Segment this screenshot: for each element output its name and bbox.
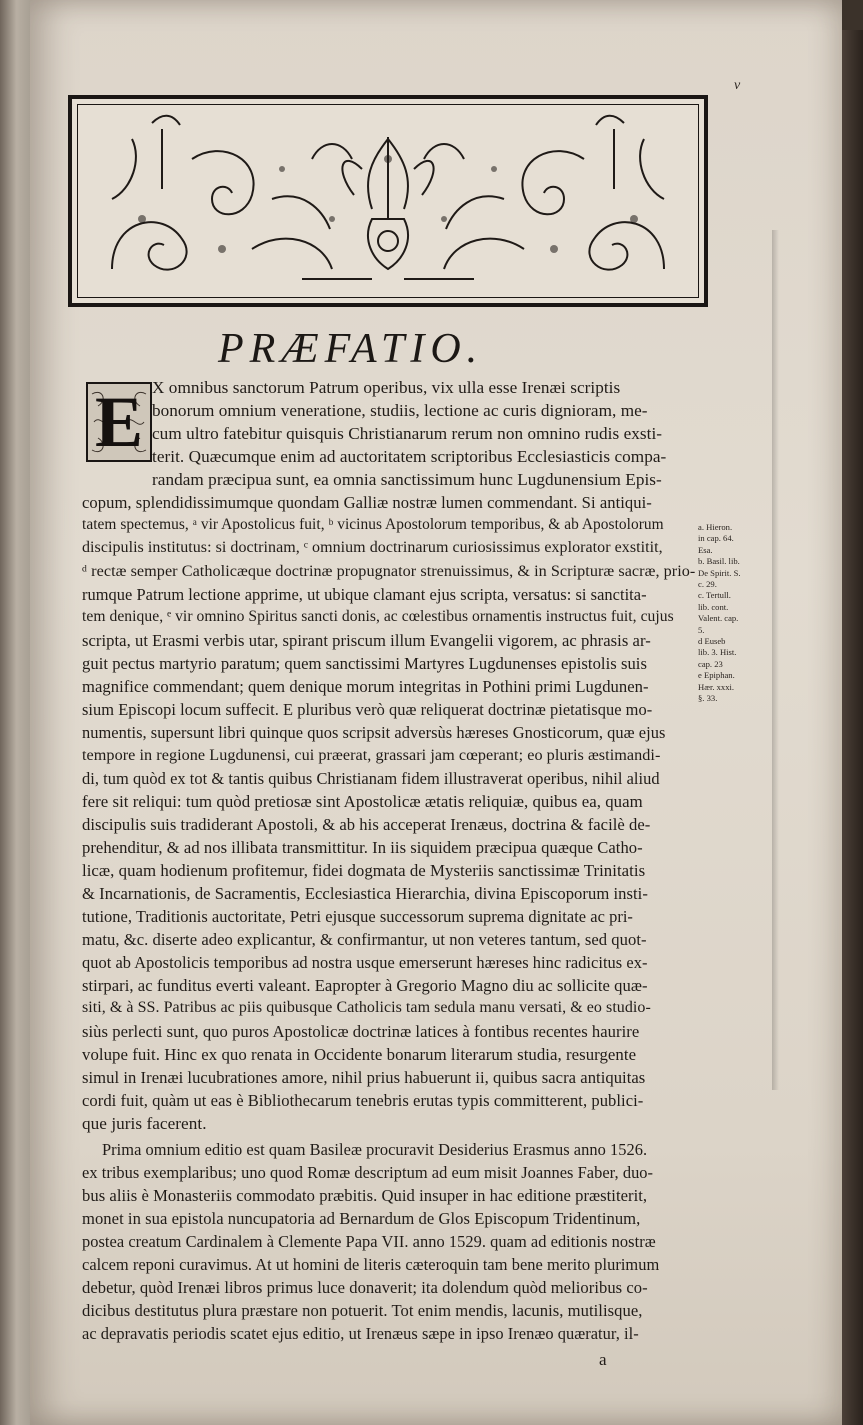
floral-ornament-icon — [72, 99, 704, 303]
text-line: stirpari, ac funditus everti valeant. Eapropter à Gregorio Magno diu ac sollicite quæ- — [82, 976, 648, 995]
text-line: numentis, supersunt libri quinque quos scripsit adversùs hæreses Gnosticorum, quæ ejus — [82, 723, 666, 742]
text-line: bonorum omnium veneratione, studiis, lectione ac curis dignioram, me- — [152, 401, 648, 420]
text-line: calcem reponi curavimus. At ut homini de literis cæteroquin tam bene merito plurimum — [82, 1255, 660, 1274]
text-line: cordi fuit, quàm ut eas è Bibliothecarum tenebris erutas typis committerent, publici- — [82, 1091, 644, 1110]
margin-note: lib. 3. Hist. — [698, 647, 737, 658]
page-edge-shadow — [842, 30, 863, 1425]
text-line: matu, &c. diserte adeo explicantur, & confirmantur, ut non veteres tantum, sed quot- — [82, 930, 647, 949]
text-line: di, tum quòd ex tot & tantis quibus Christianam fidem illustraverat operibus, nihil aliud — [82, 769, 660, 788]
page-title: PRÆFATIO. — [218, 326, 484, 372]
signature-mark: a — [599, 1350, 607, 1369]
book-page — [30, 0, 842, 1425]
text-line: randam præcipua sunt, ea omnia sanctissimum hunc Lugdunensium Epis- — [152, 470, 662, 489]
text-line: scripta, ut Erasmi verbis utar, spirant priscum illum Evangelii vigorem, ac phrasis ar- — [82, 631, 651, 650]
text-line: X omnibus sanctorum Patrum operibus, vix ulla esse Irenæi scriptis — [152, 378, 621, 397]
margin-notes — [698, 522, 773, 705]
margin-note: 5. — [698, 624, 705, 635]
margin-note: a. Hieron. — [698, 522, 733, 532]
margin-note: Esa. — [698, 544, 713, 555]
text-line: terit. Quæcumque enim ad auctoritatem scriptoribus Ecclesiasticis compa- — [152, 447, 667, 466]
margin-note: Valent. cap. — [698, 613, 739, 624]
text-line: Prima omnium editio est quam Basileæ procuravit Desiderius Erasmus anno 1526. — [102, 1140, 648, 1159]
margin-note: c. 29. — [698, 579, 717, 590]
page-number: v — [734, 78, 741, 93]
text-line: ex tribus exemplaribus; uno quod Romæ descriptum ad eum misit Joannes Faber, duo- — [82, 1163, 654, 1182]
text-line: debetur, quòd Irenæi libros primus luce donaverit; ita dolendum quòd melioribus co- — [82, 1278, 648, 1297]
text-line: tatem spectemus, ᵃ vir Apostolicus fuit, ᵇ vicinus Apostolorum temporibus, & ab Apostolorum — [82, 516, 664, 533]
text-line: prehenditur, & ad nos illibata transmittitur. In iis siquidem præcipua quæque Catho- — [82, 838, 643, 857]
margin-note: b. Basil. lib. — [698, 556, 740, 567]
text-line: cum ultro fatebitur quisquis Christianarum rerum non omnino rudis exsti- — [152, 424, 663, 443]
text-line: dicibus destitutus plura præstare non potuerit. Tot enim mendis, lacunis, mutilisque, — [82, 1301, 643, 1320]
margin-note: d Euseb — [698, 636, 726, 647]
margin-note: c. Tertull. — [698, 590, 731, 601]
text-line: tempore in regione Lugdunensi, cui præerat, grassari jam cœperant; eo pluris æstimandi- — [82, 746, 661, 764]
page-fold-shadow — [772, 230, 779, 1090]
text-line: quot ab Apostolicis temporibus ad nostra usque emerserunt hæreses hinc radicitus ex- — [82, 953, 648, 972]
book-spine — [0, 0, 30, 1425]
text-line: licæ, quam hodienum profitemur, fidei dogmata de Mysteriis sanctissimæ Trinitatis — [82, 861, 646, 880]
text-line: que juris facerent. — [82, 1114, 207, 1133]
text-line: ᵈ rectæ semper Catholicæque doctrinæ propugnator strenuissimus, & in Scripturæ sacræ, prio- — [82, 562, 696, 580]
margin-note: lib. cont. — [698, 601, 729, 612]
initial-letter: E — [94, 382, 144, 462]
ornamental-headpiece — [68, 95, 708, 307]
text-line: discipulis institutus: si doctrinam, ᶜ omnium doctrinarum curiosissimus explorator exstitit, — [82, 539, 663, 556]
text-line: siti, & à SS. Patribus ac piis quibusque Catholicis tam sedula manu versati, & eo studio- — [82, 999, 651, 1016]
text-line: discipulis suis tradiderant Apostoli, & ab his acceperat Irenæus, doctrina & facilè de- — [82, 815, 651, 834]
text-line: postea creatum Cardinalem à Clemente Papa VII. anno 1529. quam ad editionis nostræ — [82, 1232, 656, 1251]
text-line: tem denique, ᵉ vir omnino Spiritus sancti donis, ac cœlestibus ornamentis instructus fuit, cujus — [82, 608, 674, 625]
text-line: monet in sua epistola nuncupatoria ad Bernardum de Glos Episcopum Tridentinum, — [82, 1209, 641, 1228]
text-line: bus aliis è Monasteriis commodato præbitis. Quid insuper in hac editione præstiterit, — [82, 1186, 648, 1205]
text-line: volupe fuit. Hinc ex quo renata in Occidente bonarum literarum studia, resurgente — [82, 1045, 637, 1064]
text-line: copum, splendidissimumque quondam Galliæ nostræ lumen commendant. Si antiqui- — [82, 493, 652, 512]
margin-note: §. 33. — [698, 693, 718, 704]
text-line: ac depravatis periodis scatet ejus editio, ut Irenæus sæpe in ipso Irenæo quæratur, il- — [82, 1324, 639, 1343]
text-line: siùs perlecti sunt, quo puros Apostolicæ doctrinæ latices à fontibus recentes haurire — [82, 1022, 640, 1041]
decorated-initial — [86, 382, 152, 462]
text-line: tutione, Traditionis auctoritate, Petri ejusque successorum suprema dignitate ac pri- — [82, 907, 633, 926]
text-line: sium Episcopi locum suffecit. E pluribus verò quæ reliquerat doctrinæ pietatisque mo- — [82, 700, 653, 719]
margin-note: Hær. xxxi. — [698, 681, 735, 692]
margin-note: e Epiphan. — [698, 670, 735, 681]
margin-note: cap. 23 — [698, 658, 723, 669]
margin-note: De Spirit. S. — [698, 567, 741, 578]
text-line: simul in Irenæi lucubrationes amore, nihil prius habuerunt ii, quibus sacra antiquitas — [82, 1068, 646, 1087]
text-line: fere sit reliqui: tum quòd pretiosæ sint Apostolicæ ætatis reliquiæ, quibus ea, quam — [82, 792, 643, 811]
text-line: rumque Patrum lectione apprime, ut ubique clamant ejus scripta, versatus: si sanctita- — [82, 585, 647, 604]
text-line: magnifice commendant; quem denique morum integritas in Pothini primi Lugdunen- — [82, 677, 649, 696]
margin-note: in cap. 64. — [698, 533, 734, 544]
text-line: guit pectus martyrio paratum; quem sanctissimi Martyres Lugdunenses epistolis suis — [82, 654, 647, 673]
text-line: & Incarnationis, de Sacramentis, Ecclesiastica Hierarchia, divina Episcoporum insti- — [82, 884, 648, 903]
